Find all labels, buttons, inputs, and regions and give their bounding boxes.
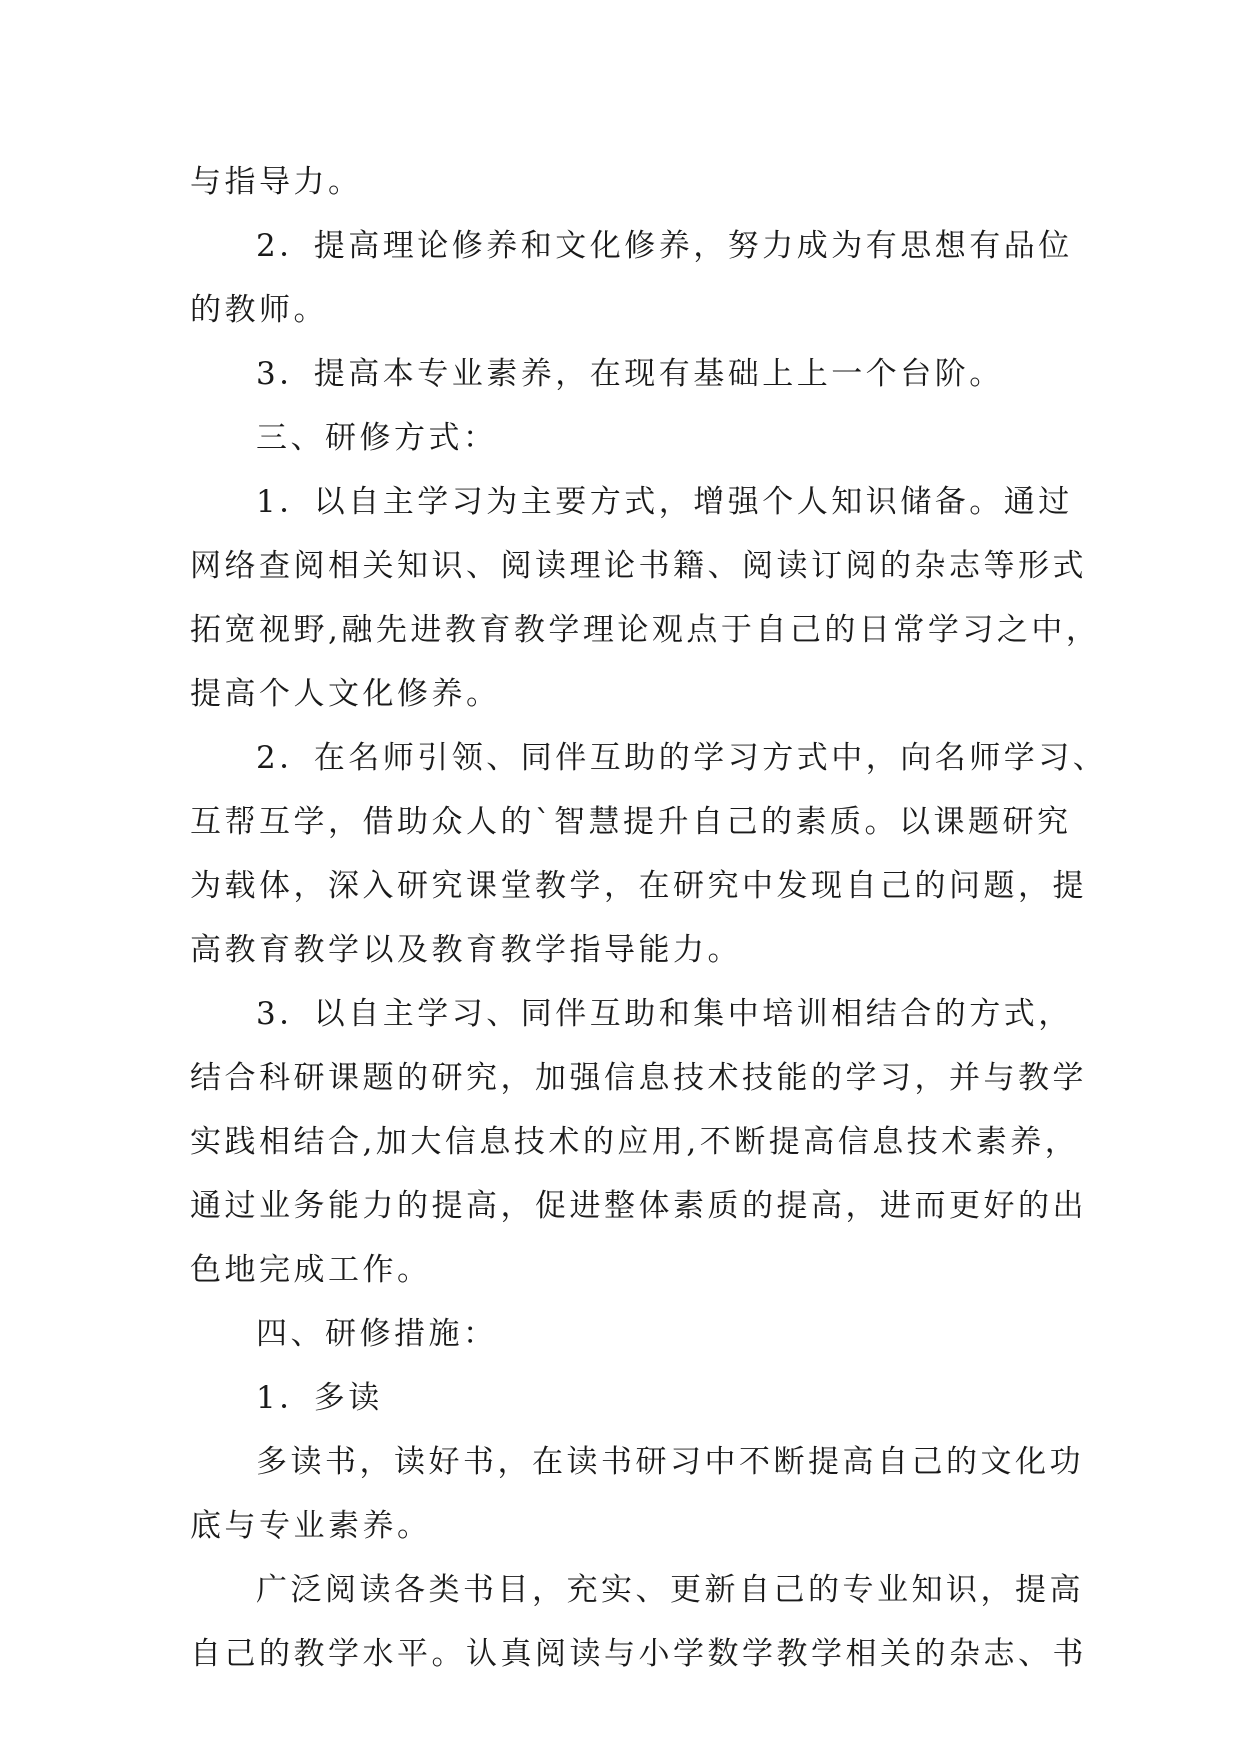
text-line: 高教育教学以及教育教学指导能力。 — [190, 932, 742, 968]
text-line: 为载体，深入研究课堂教学，在研究中发现自己的问题，提 — [190, 868, 1087, 904]
text-line: 实践相结合,加大信息技术的应用,不断提高信息技术素养， — [190, 1124, 1080, 1160]
text-line: 网络查阅相关知识、阅读理论书籍、阅读订阅的杂志等形式 — [190, 548, 1087, 584]
text-line: 互帮互学，借助众人的`智慧提升自己的素质。以课题研究 — [190, 804, 1072, 840]
text-line: 通过业务能力的提高，促进整体素质的提高，进而更好的出 — [190, 1188, 1087, 1224]
subsection-heading: 1．多读 — [256, 1380, 383, 1416]
document-body — [190, 150, 1108, 1686]
text-line: 2．在名师引领、同伴互助的学习方式中，向名师学习、 — [256, 740, 1108, 776]
text-line: 自己的教学水平。认真阅读与小学数学教学相关的杂志、书 — [190, 1636, 1087, 1672]
text-line: 1．以自主学习为主要方式，增强个人知识储备。通过 — [256, 484, 1073, 520]
section-heading: 三、研修方式： — [256, 420, 498, 456]
text-line: 拓宽视野,融先进教育教学理论观点于自己的日常学习之中， — [190, 612, 1101, 648]
text-line: 3．以自主学习、同伴互助和集中培训相结合的方式， — [256, 996, 1073, 1032]
text-line: 2．提高理论修养和文化修养，努力成为有思想有品位 — [256, 228, 1073, 264]
text-line: 与指导力。 — [190, 164, 363, 200]
text-line: 结合科研课题的研究，加强信息技术技能的学习，并与教学 — [190, 1060, 1087, 1096]
section-heading: 四、研修措施： — [256, 1316, 498, 1352]
text-line: 的教师。 — [190, 292, 328, 328]
text-line: 多读书，读好书，在读书研习中不断提高自己的文化功 — [256, 1444, 1084, 1480]
text-line: 色地完成工作。 — [190, 1252, 432, 1288]
text-line: 底与专业素养。 — [190, 1508, 432, 1544]
text-line: 广泛阅读各类书目，充实、更新自己的专业知识，提高 — [256, 1572, 1084, 1608]
text-line: 提高个人文化修养。 — [190, 676, 501, 712]
text-line: 3．提高本专业素养，在现有基础上上一个台阶。 — [256, 356, 1004, 392]
